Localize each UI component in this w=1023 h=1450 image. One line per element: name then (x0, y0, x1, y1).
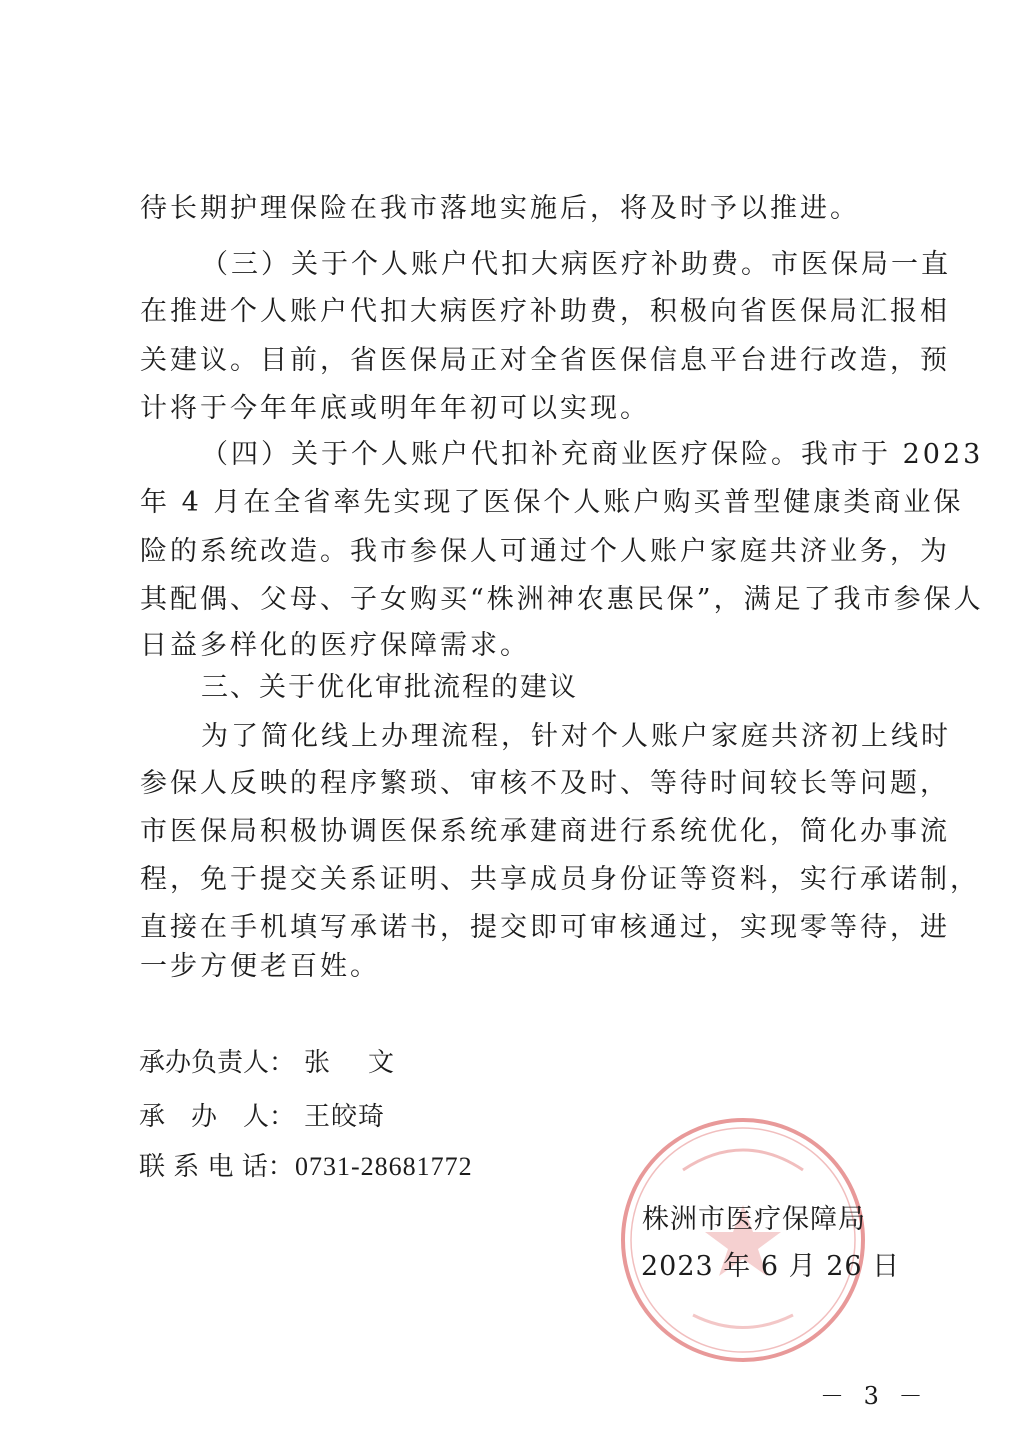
section-line: 为了简化线上办理流程，针对个人账户家庭共济初上线时 (201, 721, 951, 752)
body-line: 险的系统改造。我市参保人可通过个人账户家庭共济业务，为 (140, 536, 950, 567)
body-line: 待长期护理保险在我市落地实施后，将及时予以推进。 (140, 193, 860, 224)
handler-label: 承 办 人： (139, 1102, 296, 1132)
section-heading: 三、关于优化审批流程的建议 (201, 672, 578, 703)
signature-date: 2023 年 6 月 26 日 (641, 1251, 901, 1282)
body-line: 其配偶、父母、子女购买“株洲神农惠民保”，满足了我市参保人 (140, 584, 984, 615)
body-line: （四）关于个人账户代扣补充商业医疗保险。我市于 2023 (201, 439, 984, 470)
section-line: 参保人反映的程序繁琐、审核不及时、等待时间较长等问题， (140, 768, 950, 799)
responsible-name: 张 文 (304, 1048, 401, 1078)
responsible-label: 承办负责人： (139, 1048, 296, 1078)
signature-org: 株洲市医疗保障局 (642, 1204, 866, 1235)
body-line: 在推进个人账户代扣大病医疗补助费，积极向省医保局汇报相 (140, 296, 950, 327)
body-line: 计将于今年年底或明年年初可以实现。 (140, 393, 650, 424)
body-line: 日益多样化的医疗保障需求。 (140, 630, 530, 661)
handler-name: 王皎琦 (304, 1102, 386, 1132)
section-line: 程，免于提交关系证明、共享成员身份证等资料，实行承诺制， (140, 864, 980, 895)
body-line: 年 4 月在全省率先实现了医保个人账户购买普型健康类商业保 (140, 487, 964, 518)
section-line: 市医保局积极协调医保系统承建商进行系统优化，简化办事流 (140, 816, 950, 847)
phone-value: 0731-28681772 (295, 1152, 473, 1181)
body-line: （三）关于个人账户代扣大病医疗补助费。市医保局一直 (201, 249, 951, 280)
section-line: 一步方便老百姓。 (140, 951, 380, 982)
body-line: 关建议。目前，省医保局正对全省医保信息平台进行改造，预 (140, 345, 950, 376)
section-line: 直接在手机填写承诺书，提交即可审核通过，实现零等待，进 (140, 912, 950, 943)
phone-label: 联 系 电 话： (139, 1152, 294, 1182)
page-number: － 3 － (820, 1382, 929, 1410)
